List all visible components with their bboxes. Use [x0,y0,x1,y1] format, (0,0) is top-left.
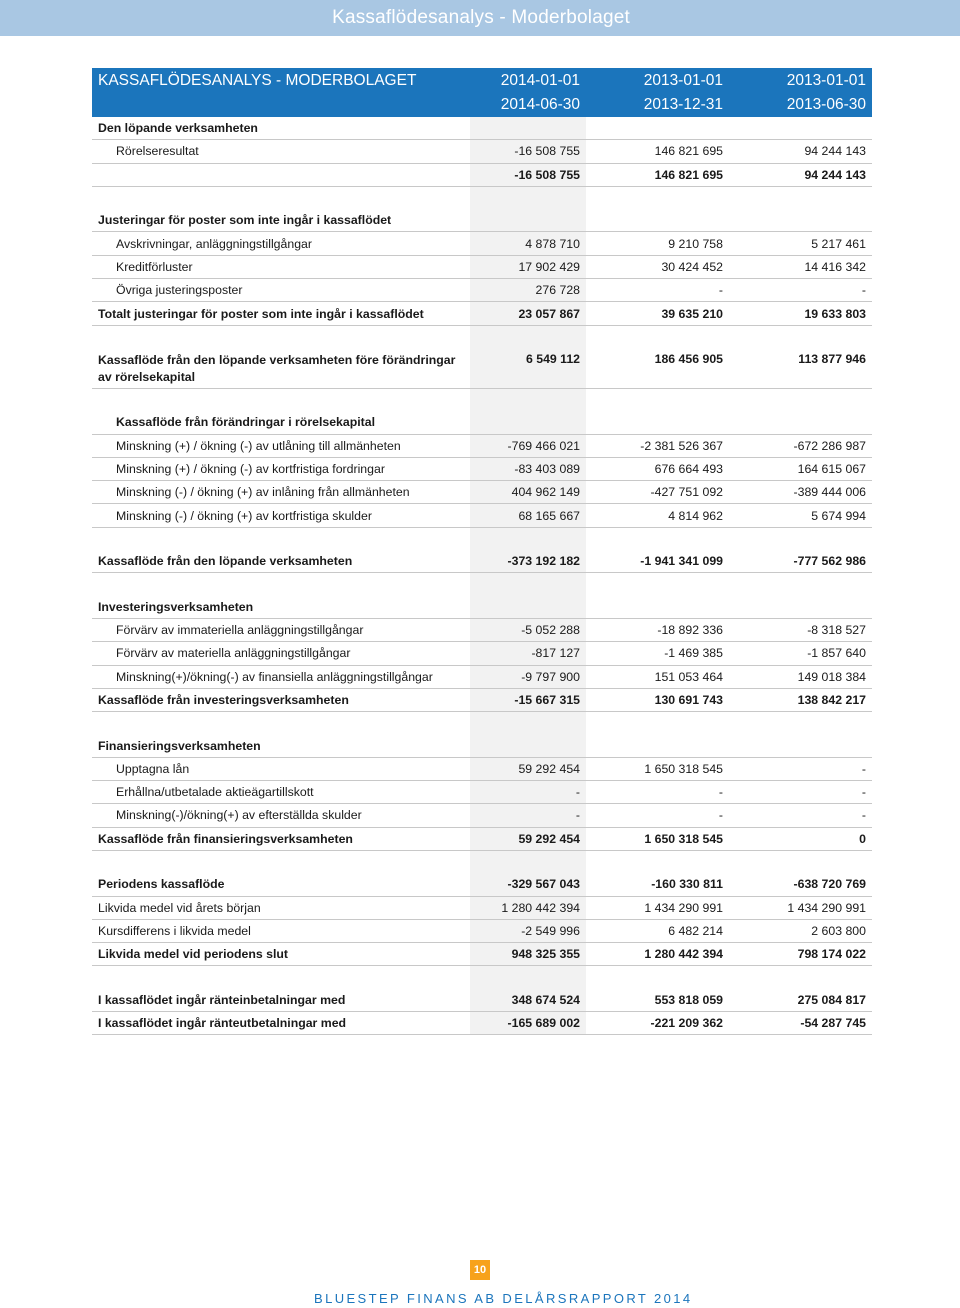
table-row: Minskning (-) / ökning (+) av inlåning från allmänheten 404 962 149 -427 751 092 -389 444 006 [92,481,872,504]
table-row: Minskning(+)/ökning(-) av finansiella anläggningstillgångar -9 797 900 151 053 464 149 018 384 [92,665,872,688]
table-row: Upptagna lån 59 292 454 1 650 318 545 - [92,757,872,780]
table-row: Kursdifferens i likvida medel -2 549 996 6 482 214 2 603 800 [92,919,872,942]
spacer-row [92,186,872,209]
subtotal-row: Totalt justeringar för poster som inte ingår i kassaflödet 23 057 867 39 635 210 19 633 803 [92,302,872,325]
table-row: Förvärv av immateriella anläggningstillgångar -5 052 288 -18 892 336 -8 318 527 [92,618,872,641]
report-footer: BLUESTEP FINANS AB DELÅRSRAPPORT 2014 [314,1291,693,1306]
subtotal-row: Periodens kassaflöde -329 567 043 -160 330 811 -638 720 769 [92,873,872,896]
spacer-row [92,850,872,873]
section-heading-row: Investeringsverksamheten [92,596,872,619]
page-top-bar [0,0,960,36]
subtotal-row: Kassaflöde från den löpande verksamheten -373 192 182 -1 941 341 099 -777 562 986 [92,550,872,573]
table-row: Kreditförluster 17 902 429 30 424 452 14 416 342 [92,255,872,278]
table-row: Erhållna/utbetalade aktieägartillskott - - - [92,781,872,804]
table-row: Rörelseresultat -16 508 755 146 821 695 94 244 143 [92,140,872,163]
section-heading-row: Kassaflöde från förändringar i rörelsekapital [92,411,872,434]
table-row: Avskrivningar, anläggningstillgångar 4 878 710 9 210 758 5 217 461 [92,232,872,255]
cashflow-table [92,68,872,1035]
section-heading-row: Justeringar för poster som inte ingår i kassaflödet [92,209,872,232]
page-top-title: Kassaflödesanalys - Moderbolaget [332,7,630,28]
spacer-row [92,527,872,550]
spacer-row [92,712,872,735]
table-row: Minskning(-)/ökning(+) av efterställda skulder - - - [92,804,872,827]
table-row: Minskning (+) / ökning (-) av kortfristiga fordringar -83 403 089 676 664 493 164 615 067 [92,457,872,480]
subtotal-row: Kassaflöde från finansieringsverksamheten 59 292 454 1 650 318 545 0 [92,827,872,850]
table-row: Övriga justeringsposter 276 728 - - [92,279,872,302]
table-row: Minskning (+) / ökning (-) av utlåning till allmänheten -769 466 021 -2 381 526 367 -672 286 987 [92,434,872,457]
spacer-row [92,325,872,348]
subtotal-row: Likvida medel vid periodens slut 948 325 355 1 280 442 394 798 174 022 [92,943,872,966]
spacer-row [92,388,872,411]
subtotal-row: I kassaflödet ingår ränteinbetalningar med 348 674 524 553 818 059 275 084 817 [92,989,872,1012]
table-header-row [92,68,872,117]
subtotal-row: Kassaflöde från investeringsverksamheten -15 667 315 130 691 743 138 842 217 [92,688,872,711]
period-header-1: 2014-01-01 2014-06-30 [470,68,586,117]
subtotal-row: Kassaflöde från den löpande verksamheten före förändringar av rörelsekapital 6 549 112 186 456 905 113 877 946 [92,348,872,389]
table-row: Likvida medel vid årets början 1 280 442 394 1 434 290 991 1 434 290 991 [92,896,872,919]
page-number-badge: 10 [470,1260,490,1280]
table-title: KASSAFLÖDESANALYS - MODERBOLAGET [92,68,470,117]
spacer-row [92,966,872,989]
section-heading-row: Den löpande verksamheten [92,117,872,140]
period-header-3: 2013-01-01 2013-06-30 [729,68,872,117]
section-heading-row: Finansieringsverksamheten [92,734,872,757]
table-row: Förvärv av materiella anläggningstillgångar -817 127 -1 469 385 -1 857 640 [92,642,872,665]
subtotal-row: I kassaflödet ingår ränteutbetalningar med -165 689 002 -221 209 362 -54 287 745 [92,1011,872,1034]
period-header-2: 2013-01-01 2013-12-31 [586,68,729,117]
subtotal-row: -16 508 755 146 821 695 94 244 143 [92,163,872,186]
spacer-row [92,573,872,596]
table-row: Minskning (-) / ökning (+) av kortfristiga skulder 68 165 667 4 814 962 5 674 994 [92,504,872,527]
